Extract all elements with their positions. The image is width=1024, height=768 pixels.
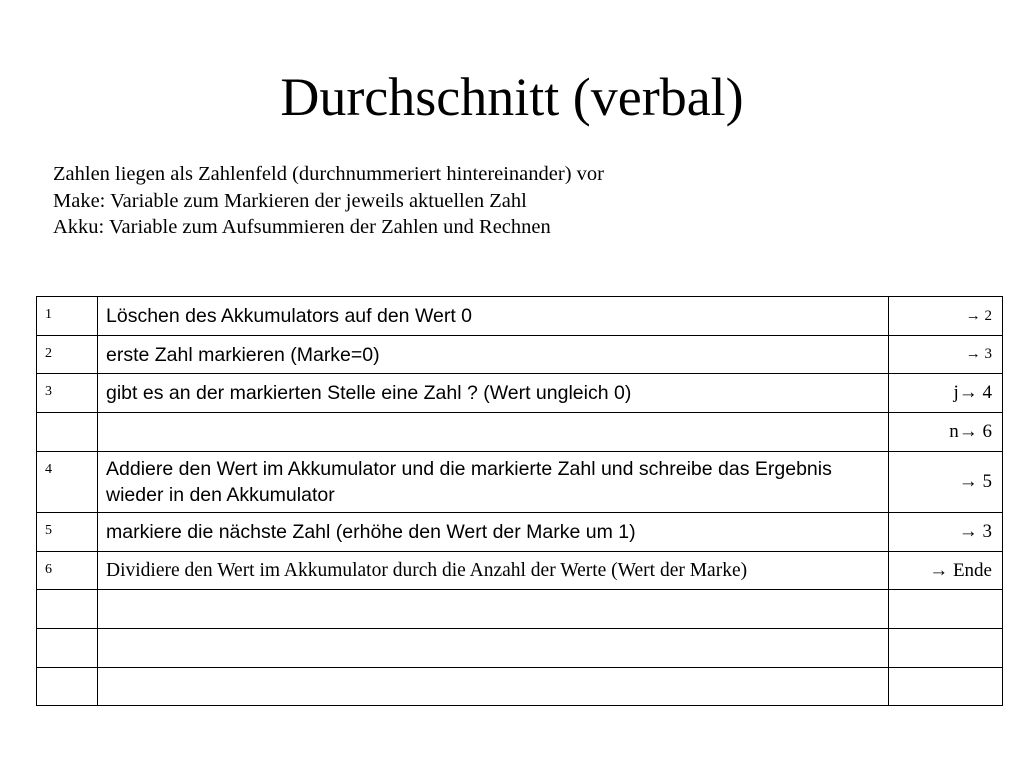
step-number: 3	[37, 374, 98, 413]
step-description	[98, 668, 889, 706]
next-step: → 2	[889, 297, 1003, 336]
table-row	[37, 513, 1003, 552]
intro-line-2: Make: Variable zum Markieren der jeweils aktuellen Zahl	[53, 189, 527, 212]
intro-line-3: Akku: Variable zum Aufsummieren der Zahlen und Rechnen	[53, 216, 551, 238]
step-number: 4	[37, 452, 98, 513]
table-row	[37, 668, 1003, 706]
next-step	[889, 590, 1003, 629]
step-description	[98, 413, 889, 452]
next-step: → 3	[889, 513, 1003, 552]
next-step	[889, 668, 1003, 706]
next-step: → 5	[889, 452, 1003, 513]
table-row	[37, 629, 1003, 668]
step-description: Addiere den Wert im Akkumulator und die markierte Zahl und schreibe das Ergebnis wieder in den Akkumulator	[98, 452, 889, 513]
step-number: 1	[37, 297, 98, 336]
step-description: markiere die nächste Zahl (erhöhe den Wert der Marke um 1)	[98, 513, 889, 552]
step-number	[37, 413, 98, 452]
table-row	[37, 452, 1003, 513]
intro-text	[53, 161, 604, 241]
table-row	[37, 552, 1003, 590]
step-description	[98, 590, 889, 629]
step-number	[37, 590, 98, 629]
intro-line-1: Zahlen liegen als Zahlenfeld (durchnummeriert hintereinander) vor	[53, 163, 604, 185]
next-step: → 3	[889, 336, 1003, 374]
table-row	[37, 590, 1003, 629]
step-number	[37, 629, 98, 668]
next-step: j→ 4	[889, 374, 1003, 413]
step-description: Dividiere den Wert im Akkumulator durch die Anzahl der Werte (Wert der Marke)	[98, 552, 889, 590]
next-step: n→ 6	[889, 413, 1003, 452]
table-row	[37, 413, 1003, 452]
table-row	[37, 374, 1003, 413]
next-step	[889, 629, 1003, 668]
step-number: 2	[37, 336, 98, 374]
next-step: → Ende	[889, 552, 1003, 590]
step-number: 5	[37, 513, 98, 552]
step-description: Löschen des Akkumulators auf den Wert 0	[98, 297, 889, 336]
step-description: gibt es an der markierten Stelle eine Zahl ? (Wert ungleich 0)	[98, 374, 889, 413]
step-description: erste Zahl markieren (Marke=0)	[98, 336, 889, 374]
algorithm-table	[36, 296, 1003, 706]
table-row	[37, 297, 1003, 336]
slide-title: Durchschnitt (verbal)	[280, 67, 744, 127]
step-number	[37, 668, 98, 706]
step-description	[98, 629, 889, 668]
step-number: 6	[37, 552, 98, 590]
table-row	[37, 336, 1003, 374]
